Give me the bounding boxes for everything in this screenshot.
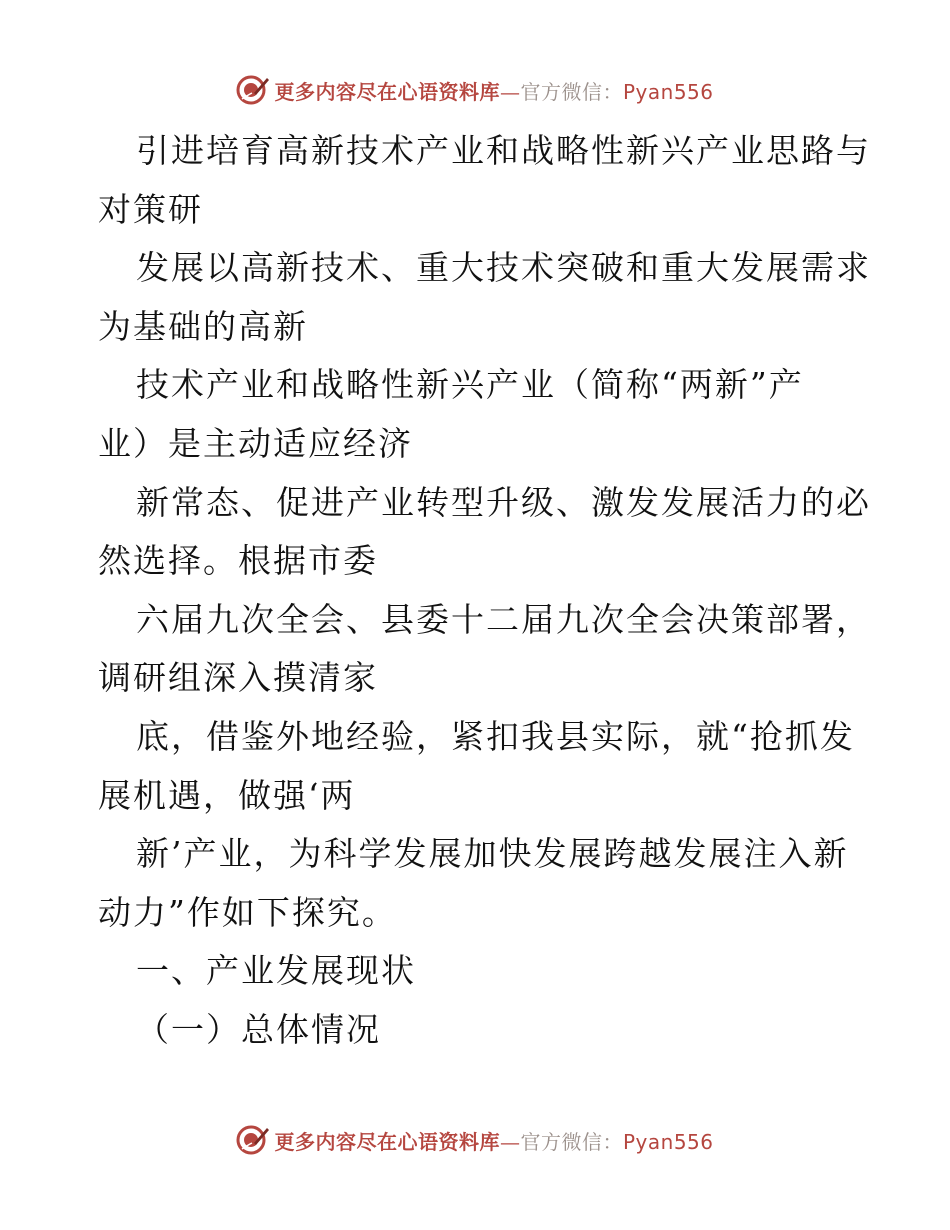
watermark-id: Pyan556 — [622, 1129, 714, 1154]
watermark-dash: — — [499, 79, 521, 104]
watermark-dash: — — [499, 1129, 521, 1154]
text-line-10: 调研组深入摸清家 — [98, 658, 378, 698]
document-body — [98, 122, 871, 1060]
watermark-text — [274, 76, 713, 105]
text-line-11: 底，借鉴外地经验，紧扣我县实际，就“抢抓发 — [136, 716, 855, 756]
watermark-id: Pyan556 — [622, 79, 714, 104]
text-line-3: 发展以高新技术、重大技术突破和重大发展需求 — [136, 248, 871, 288]
text-line-7: 新常态、促进产业转型升级、激发发展活力的必 — [136, 482, 871, 522]
text-line-9: 六届九次全会、县委十二届九次全会决策部署， — [136, 599, 871, 639]
watermark-prefix: 更多内容尽在心语资料库 — [274, 79, 500, 104]
text-line-5: 技术产业和战略性新兴产业（简称“两新”产 — [136, 365, 804, 405]
text-line-8: 然选择。根据市委 — [98, 541, 378, 581]
subsection-heading: （一）总体情况 — [136, 1009, 381, 1049]
watermark-prefix: 更多内容尽在心语资料库 — [274, 1129, 500, 1154]
text-line-12: 展机遇，做强‘两 — [98, 775, 356, 815]
footer-watermark — [0, 1120, 950, 1160]
pen-logo-icon — [236, 73, 270, 107]
watermark-label: 官方微信： — [520, 79, 623, 104]
header-watermark — [0, 70, 950, 110]
text-line-2: 对策研 — [98, 189, 203, 229]
text-line-13: 新’产业，为科学发展加快发展跨越发展注入新 — [136, 834, 849, 874]
text-line-4: 为基础的高新 — [98, 306, 308, 346]
section-heading: 一、产业发展现状 — [136, 951, 416, 991]
text-line-14: 动力”作如下探究。 — [98, 892, 397, 932]
text-line-1: 引进培育高新技术产业和战略性新兴产业思路与 — [136, 131, 871, 170]
watermark-text — [274, 1126, 713, 1155]
pen-logo-icon — [236, 1123, 270, 1157]
text-line-6: 业）是主动适应经济 — [98, 423, 413, 463]
watermark-label: 官方微信： — [520, 1129, 623, 1154]
